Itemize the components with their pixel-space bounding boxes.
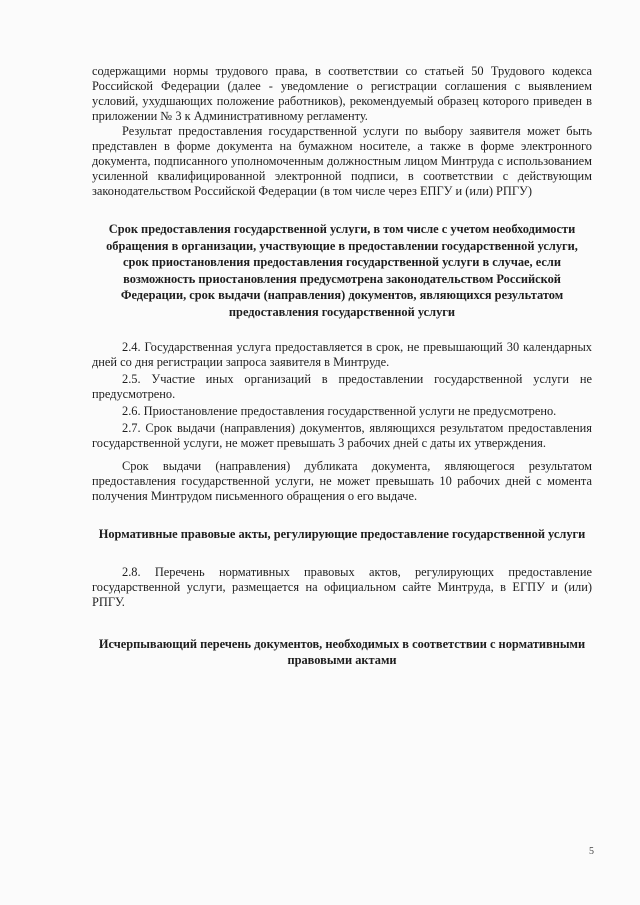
paragraph-2-7: 2.7. Срок выдачи (направления) документов, являющихся результатом предоставления государственной услуги, не может превышать 3 рабочих дней с даты их утверждения. [92,421,592,450]
paragraph-2-8: 2.8. Перечень нормативных правовых актов, регулирующих предоставление государственной услуги, размещается на официальном сайте Минтруда, в ЕГПУ и (или) РПГУ. [92,564,592,609]
result-paragraph: Результат предоставления государственной услуги по выбору заявителя может быть представлен в форме документа на бумажном носителе, а также в форме электронного документа, подписанного уполномоченным должностным лицом Минтруда с использованием усиленной квалифицированной электронной подписи, в соответствии с действующим законодательством Российской Федерации (в том числе через ЕПГУ и (или) РПГУ) [92,124,592,198]
paragraph-2-4: 2.4. Государственная услуга предоставляется в срок, не превышающий 30 календарных дней со дня регистрации запроса заявителя в Минтруде. [92,340,592,369]
paragraph-duplicate-term: Срок выдачи (направления) дубликата документа, являющегося результатом предоставления государственной услуги, не может превышать 10 рабочих дней с момента получения Минтрудом письменного обращения о его выдаче. [92,459,592,503]
paragraph-2-6: 2.6. Приостановление предоставления государственной услуги не предусмотрено. [122,404,557,418]
page-number: 5 [589,846,594,857]
document-body [92,64,592,669]
section-heading-normative-acts: Нормативные правовые акты, регулирующие предоставление государственной услуги [98,527,586,541]
paragraph-2-5: 2.5. Участие иных организаций в предоставлении государственной услуги не предусмотрено. [92,372,592,401]
section-heading-term: Срок предоставления государственной услуги, в том числе с учетом необходимости обращения в организации, участвующие в предоставлении государственной услуги, срок приостановления предоставления государственной услуги в случае, если возможность приостановления предусмотрена законодательством Российской Федерации, срок выдачи (направления) документов, являющихся результатом предоставления государственной услуги [106,222,578,319]
section-heading-documents: Исчерпывающий перечень документов, необходимых в соответствии с нормативными правовыми актами [98,636,586,667]
continuation-paragraph: содержащими нормы трудового права, в соответствии со статьей 50 Трудового кодекса Российской Федерации (далее - уведомление о регистрации соглашения с выявлением условий, ухудшающих положение работников), рекомендуемый образец которого приведен в приложении № 3 к Административному регламенту. [92,64,592,123]
